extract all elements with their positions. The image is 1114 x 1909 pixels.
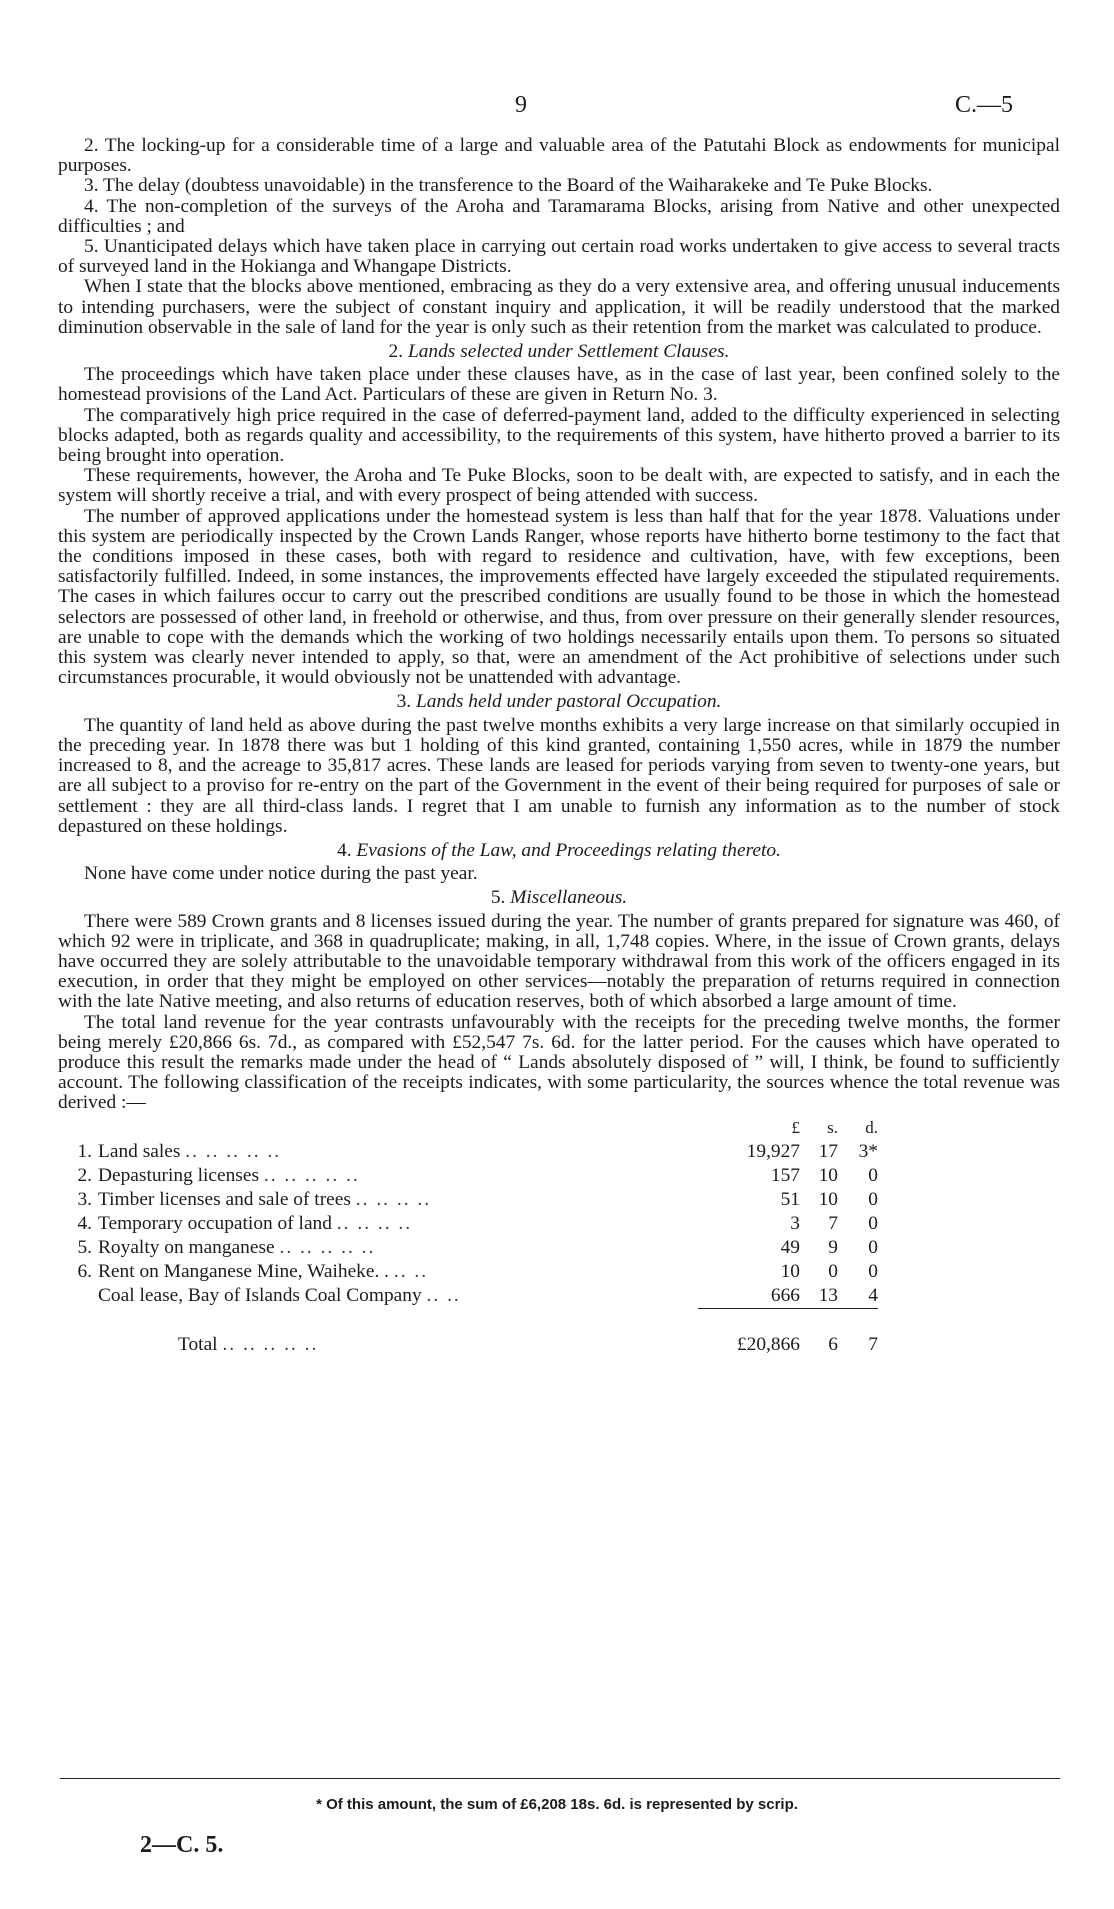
table-row: [58, 1164, 878, 1188]
row-pence: 0: [868, 1164, 878, 1186]
row-label: Temporary occupation of land .. .. .. ..: [98, 1212, 413, 1234]
paragraph: The proceedings which have taken place under these clauses have, as in the case of last year, been confined solely to the homestead provisions of the Land Act. Particulars of these are given in Return No. 3.: [58, 364, 1060, 406]
paragraph: There were 589 Crown grants and 8 licenses issued during the year. The number of grants prepared for signature was 460, of which 92 were in triplicate, and 368 in quadruplicate; making, in all, 1,748 copies. Where, in the issue of Crown grants, delays have occurred they are solely attributable to the unavoidable temporary withdrawal from this work of the officers engaged in its execution, in order that they might be employed on other services—notably the preparation of returns required in connection with the late Native meeting, and also returns of education reserves, both of which absorbed a large amount of time.: [58, 910, 1060, 1013]
table-row: [58, 1212, 878, 1236]
row-pounds: 157: [770, 1164, 800, 1186]
row-pounds: 51: [780, 1188, 800, 1210]
row-number: 1.: [77, 1140, 92, 1162]
table-row: [58, 1188, 878, 1212]
section-heading: 3. Lands held under pastoral Occupation.: [396, 691, 722, 713]
row-label: Coal lease, Bay of Islands Coal Company .. ..: [98, 1284, 461, 1306]
row-pence: 0: [868, 1236, 878, 1258]
row-shillings: 0: [828, 1260, 838, 1282]
row-label: Land sales .. .. .. .. ..: [98, 1140, 282, 1162]
paragraph: When I state that the blocks above mentioned, embracing as they do a very extensive area, and offering unusual inducements to intending purchasers, were the subject of constant inquiry and application, it will be readily understood that the marked diminution observable in the sale of land for the year is only such as their retention from the market was calculated to produce.: [58, 276, 1060, 338]
document-body: [58, 136, 1060, 1357]
total-pounds: £20,866: [736, 1333, 800, 1355]
row-pence: 3*: [858, 1140, 878, 1162]
paragraph: The comparatively high price required in the case of deferred-payment land, added to the difficulty experienced in selecting blocks adapted, both as regards quality and accessibility, to the requirements of this system, have hitherto proved a barrier to its being brought into operation.: [58, 404, 1060, 467]
document-reference: C.—5: [955, 92, 1014, 118]
row-shillings: 10: [818, 1164, 838, 1186]
total-row: [58, 1333, 878, 1357]
row-pounds: 10: [780, 1260, 800, 1282]
row-pence: 0: [868, 1212, 878, 1234]
row-number: 5.: [77, 1236, 92, 1258]
table-row: [58, 1140, 878, 1164]
row-pounds: 666: [770, 1284, 800, 1306]
table-row: [58, 1236, 878, 1260]
paragraph: 4. The non-completion of the surveys of the Aroha and Taramarama Blocks, arising from Native and other unexpected difficulties ; and: [58, 195, 1060, 237]
column-header-shillings: s.: [827, 1117, 838, 1137]
paragraph: These requirements, however, the Aroha and Te Puke Blocks, soon to be dealt with, are expected to satisfy, and in each the system will shortly receive a trial, and with every prospect of being attended with success.: [58, 465, 1060, 507]
footnote: * Of this amount, the sum of £6,208 18s. 6d. is represented by scrip.: [316, 1796, 798, 1813]
total-shillings: 6: [828, 1333, 838, 1355]
row-number: 2.: [77, 1164, 92, 1186]
row-shillings: 10: [818, 1188, 838, 1210]
paragraph: 2. The locking-up for a considerable time of a large and valuable area of the Patutahi Block as endowments for municipal purposes.: [58, 135, 1060, 177]
total-rule: [58, 1308, 878, 1333]
section-heading: 5. Miscellaneous.: [490, 887, 628, 909]
row-number: 4.: [77, 1212, 92, 1234]
row-label: Depasturing licenses .. .. .. .. ..: [98, 1164, 360, 1186]
column-header-pence: d.: [865, 1117, 878, 1137]
row-pence: 0: [868, 1188, 878, 1210]
row-pounds: 19,927: [746, 1140, 800, 1162]
row-shillings: 9: [828, 1236, 838, 1258]
row-shillings: 13: [818, 1284, 838, 1306]
row-pence: 4: [868, 1284, 878, 1306]
row-pounds: 49: [780, 1236, 800, 1258]
paragraph: The quantity of land held as above during the past twelve months exhibits a very large increase on that similarly occupied in the preceding year. In 1878 there was but 1 holding of this kind granted, containing 1,550 acres, while in 1879 the number increased to 8, and the acreage to 35,817 acres. These lands are leased for periods varying from seven to twenty-one years, but are all subject to a proviso for re-entry on the part of the Government in the event of their being required for purposes of sale or settlement : they are all third-class lands. I regret that I am unable to furnish any information as to the number of stock depastured on these holdings.: [58, 714, 1060, 837]
row-label: Royalty on manganese .. .. .. .. ..: [98, 1236, 376, 1258]
table-header-row: [58, 1116, 878, 1140]
paragraph: 3. The delay (doubtess unavoidable) in the transference to the Board of the Waiharakeke and Te Puke Blocks.: [84, 175, 933, 197]
paragraph: 5. Unanticipated delays which have taken place in carrying out certain road works undertaken to give access to several tracts of surveyed land in the Hokianga and Whangape Districts.: [58, 236, 1060, 278]
table-row: [58, 1260, 878, 1284]
total-pence: 7: [868, 1333, 878, 1355]
column-header-pounds: £: [791, 1117, 800, 1137]
paragraph: The total land revenue for the year contrasts unfavourably with the receipts for the preceding twelve months, the former being merely £20,866 6s. 7d., as compared with £52,547 7s. 6d. for the latter period. For the causes which have operated to produce this result the remarks made under the head of “ Lands absolutely disposed of ” will, I think, be found to sufficiently account. The following classification of the receipts indicates, with some particularity, the sources whence the total revenue was derived :—: [58, 1011, 1060, 1114]
row-number: 6.: [77, 1260, 92, 1282]
paragraph: The number of approved applications under the homestead system is less than half that for the year 1878. Valuations under this system are periodically inspected by the Crown Lands Ranger, whose reports have hitherto borne testimony to the fact that the conditions imposed in these cases, both with regard to residence and cultivation, have, with few exceptions, been satisfactorily fulfilled. Indeed, in some instances, the improvements effected have largely exceeded the stipulated requirements. The cases in which failures occur to carry out the prescribed conditions are usually found to be those in which the homestead selectors are possessed of other land, in freehold or otherwise, and thus, from over pressure on their generally slender resources, are unable to cope with the demands which the working of two holdings necessarily entails upon them. To persons so situated this system was clearly never intended to apply, so that, were an amendment of the Act prohibitive of selections under such circumstances procurable, it would obviously not be unattended with advantage.: [58, 505, 1060, 689]
row-pounds: 3: [790, 1212, 800, 1234]
table-row: [58, 1284, 878, 1309]
revenue-table: [58, 1116, 878, 1357]
row-shillings: 7: [828, 1212, 838, 1234]
section-heading: 2. Lands selected under Settlement Clauses.: [388, 341, 730, 363]
section-heading: 4. Evasions of the Law, and Proceedings relating thereto.: [337, 839, 781, 861]
footnote-divider: [60, 1778, 1060, 1779]
paragraph: None have come under notice during the past year.: [84, 863, 478, 885]
row-shillings: 17: [818, 1140, 838, 1162]
row-label: Rent on Manganese Mine, Waiheke. . .. ..: [98, 1260, 429, 1282]
row-label: Timber licenses and sale of trees .. .. .. ..: [98, 1188, 432, 1210]
total-label: Total .. .. .. .. ..: [178, 1333, 319, 1355]
row-number: 3.: [77, 1188, 92, 1210]
row-pence: 0: [868, 1260, 878, 1282]
signature-mark: 2—C. 5.: [140, 1832, 224, 1858]
row-number: [58, 1284, 98, 1309]
page-number: 9: [515, 92, 527, 118]
